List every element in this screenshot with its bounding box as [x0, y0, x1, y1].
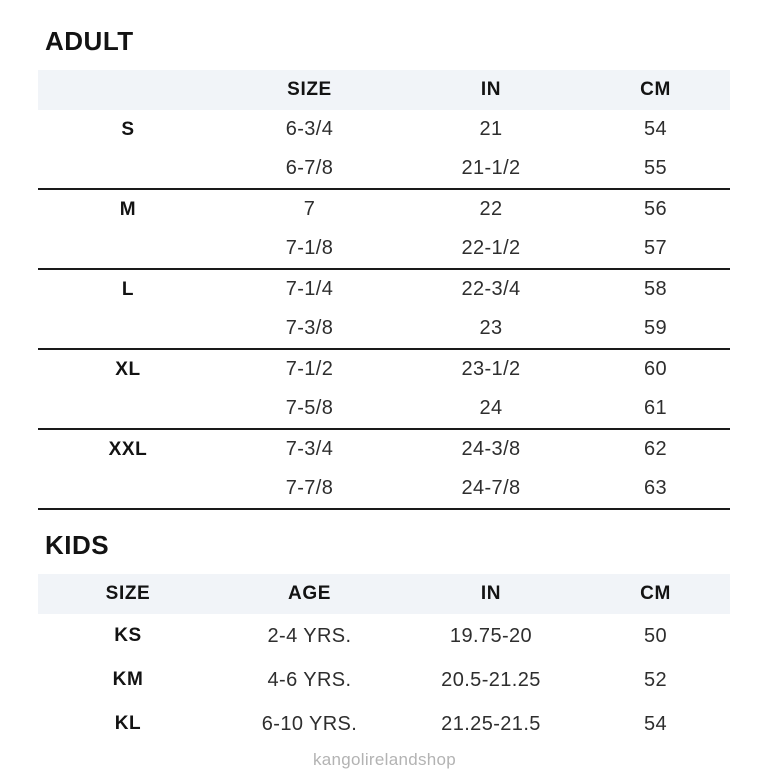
table-row — [38, 658, 730, 702]
kids-header-cm: CM — [640, 583, 671, 604]
adult-header-in: IN — [480, 79, 502, 100]
row-label: M — [119, 198, 137, 220]
row-label: XL — [115, 358, 141, 380]
in-cell: 24-3/8 — [461, 438, 521, 460]
table-row — [38, 190, 730, 229]
adult-size-group-xxl — [38, 430, 730, 510]
table-row — [38, 389, 730, 428]
in-cell: 22-1/2 — [461, 237, 521, 259]
adult-size-group-m — [38, 190, 730, 270]
cm-cell: 52 — [643, 668, 668, 691]
cm-cell: 62 — [643, 438, 668, 460]
in-cell: 20.5-21.25 — [441, 668, 541, 691]
adult-header-size: SIZE — [287, 79, 332, 100]
adult-size-group-s — [38, 110, 730, 190]
cm-cell: 58 — [643, 278, 668, 300]
size-cell: 7-1/4 — [285, 278, 334, 300]
watermark: kangolirelandshop — [312, 750, 457, 769]
in-cell: 24 — [479, 397, 503, 419]
table-row — [38, 350, 730, 389]
in-cell: 23 — [479, 317, 503, 339]
adult-header-cm: CM — [640, 79, 671, 100]
kids-header-size: SIZE — [105, 583, 151, 604]
adult-size-group-l — [38, 270, 730, 350]
adult-size-table — [38, 70, 730, 510]
cm-cell: 56 — [643, 198, 668, 220]
age-cell: 2-4 YRS. — [267, 624, 352, 647]
size-cell: 7-3/8 — [285, 317, 334, 339]
in-cell: 21 — [479, 118, 503, 140]
table-row — [38, 430, 730, 469]
size-cell: 7-1/2 — [285, 358, 334, 380]
row-label: XXL — [108, 438, 148, 460]
table-row — [38, 149, 730, 188]
table-row — [38, 309, 730, 348]
cm-cell: 63 — [643, 477, 668, 499]
kids-section-title: KIDS — [45, 530, 110, 560]
size-cell: 7 — [303, 198, 316, 220]
size-cell: 7-3/4 — [285, 438, 334, 460]
in-cell: 22-3/4 — [461, 278, 521, 300]
in-cell: 23-1/2 — [461, 358, 521, 380]
table-row — [38, 110, 730, 149]
cm-cell: 61 — [643, 397, 668, 419]
cm-cell: 57 — [643, 237, 668, 259]
row-label: L — [121, 278, 135, 300]
kids-header-in: IN — [480, 583, 502, 604]
size-cell: 7-7/8 — [285, 477, 334, 499]
table-row — [38, 469, 730, 508]
table-row — [38, 614, 730, 658]
in-cell: 21-1/2 — [461, 157, 521, 179]
table-row — [38, 229, 730, 268]
adult-section-title: ADULT — [45, 26, 134, 56]
kids-size-table — [38, 574, 730, 746]
row-label: KS — [114, 625, 142, 646]
size-cell: 6-3/4 — [285, 118, 334, 140]
cm-cell: 59 — [643, 317, 668, 339]
cm-cell: 60 — [643, 358, 668, 380]
row-label: KL — [114, 713, 142, 734]
cm-cell: 50 — [643, 624, 668, 647]
table-row — [38, 270, 730, 309]
in-cell: 24-7/8 — [461, 477, 521, 499]
table-row — [38, 702, 730, 746]
kids-header-age: AGE — [288, 583, 331, 604]
in-cell: 19.75-20 — [449, 624, 533, 647]
kids-table-header-row — [38, 574, 730, 614]
row-label: KM — [112, 669, 144, 690]
adult-table-header-row — [38, 70, 730, 110]
cm-cell: 54 — [643, 118, 668, 140]
size-cell: 7-1/8 — [285, 237, 334, 259]
age-cell: 6-10 YRS. — [261, 712, 358, 735]
in-cell: 21.25-21.5 — [441, 712, 541, 735]
age-cell: 4-6 YRS. — [267, 668, 352, 691]
size-cell: 7-5/8 — [285, 397, 334, 419]
size-cell: 6-7/8 — [285, 157, 334, 179]
cm-cell: 55 — [643, 157, 668, 179]
adult-size-group-xl — [38, 350, 730, 430]
cm-cell: 54 — [643, 712, 668, 735]
in-cell: 22 — [479, 198, 503, 220]
row-label: S — [121, 118, 135, 140]
